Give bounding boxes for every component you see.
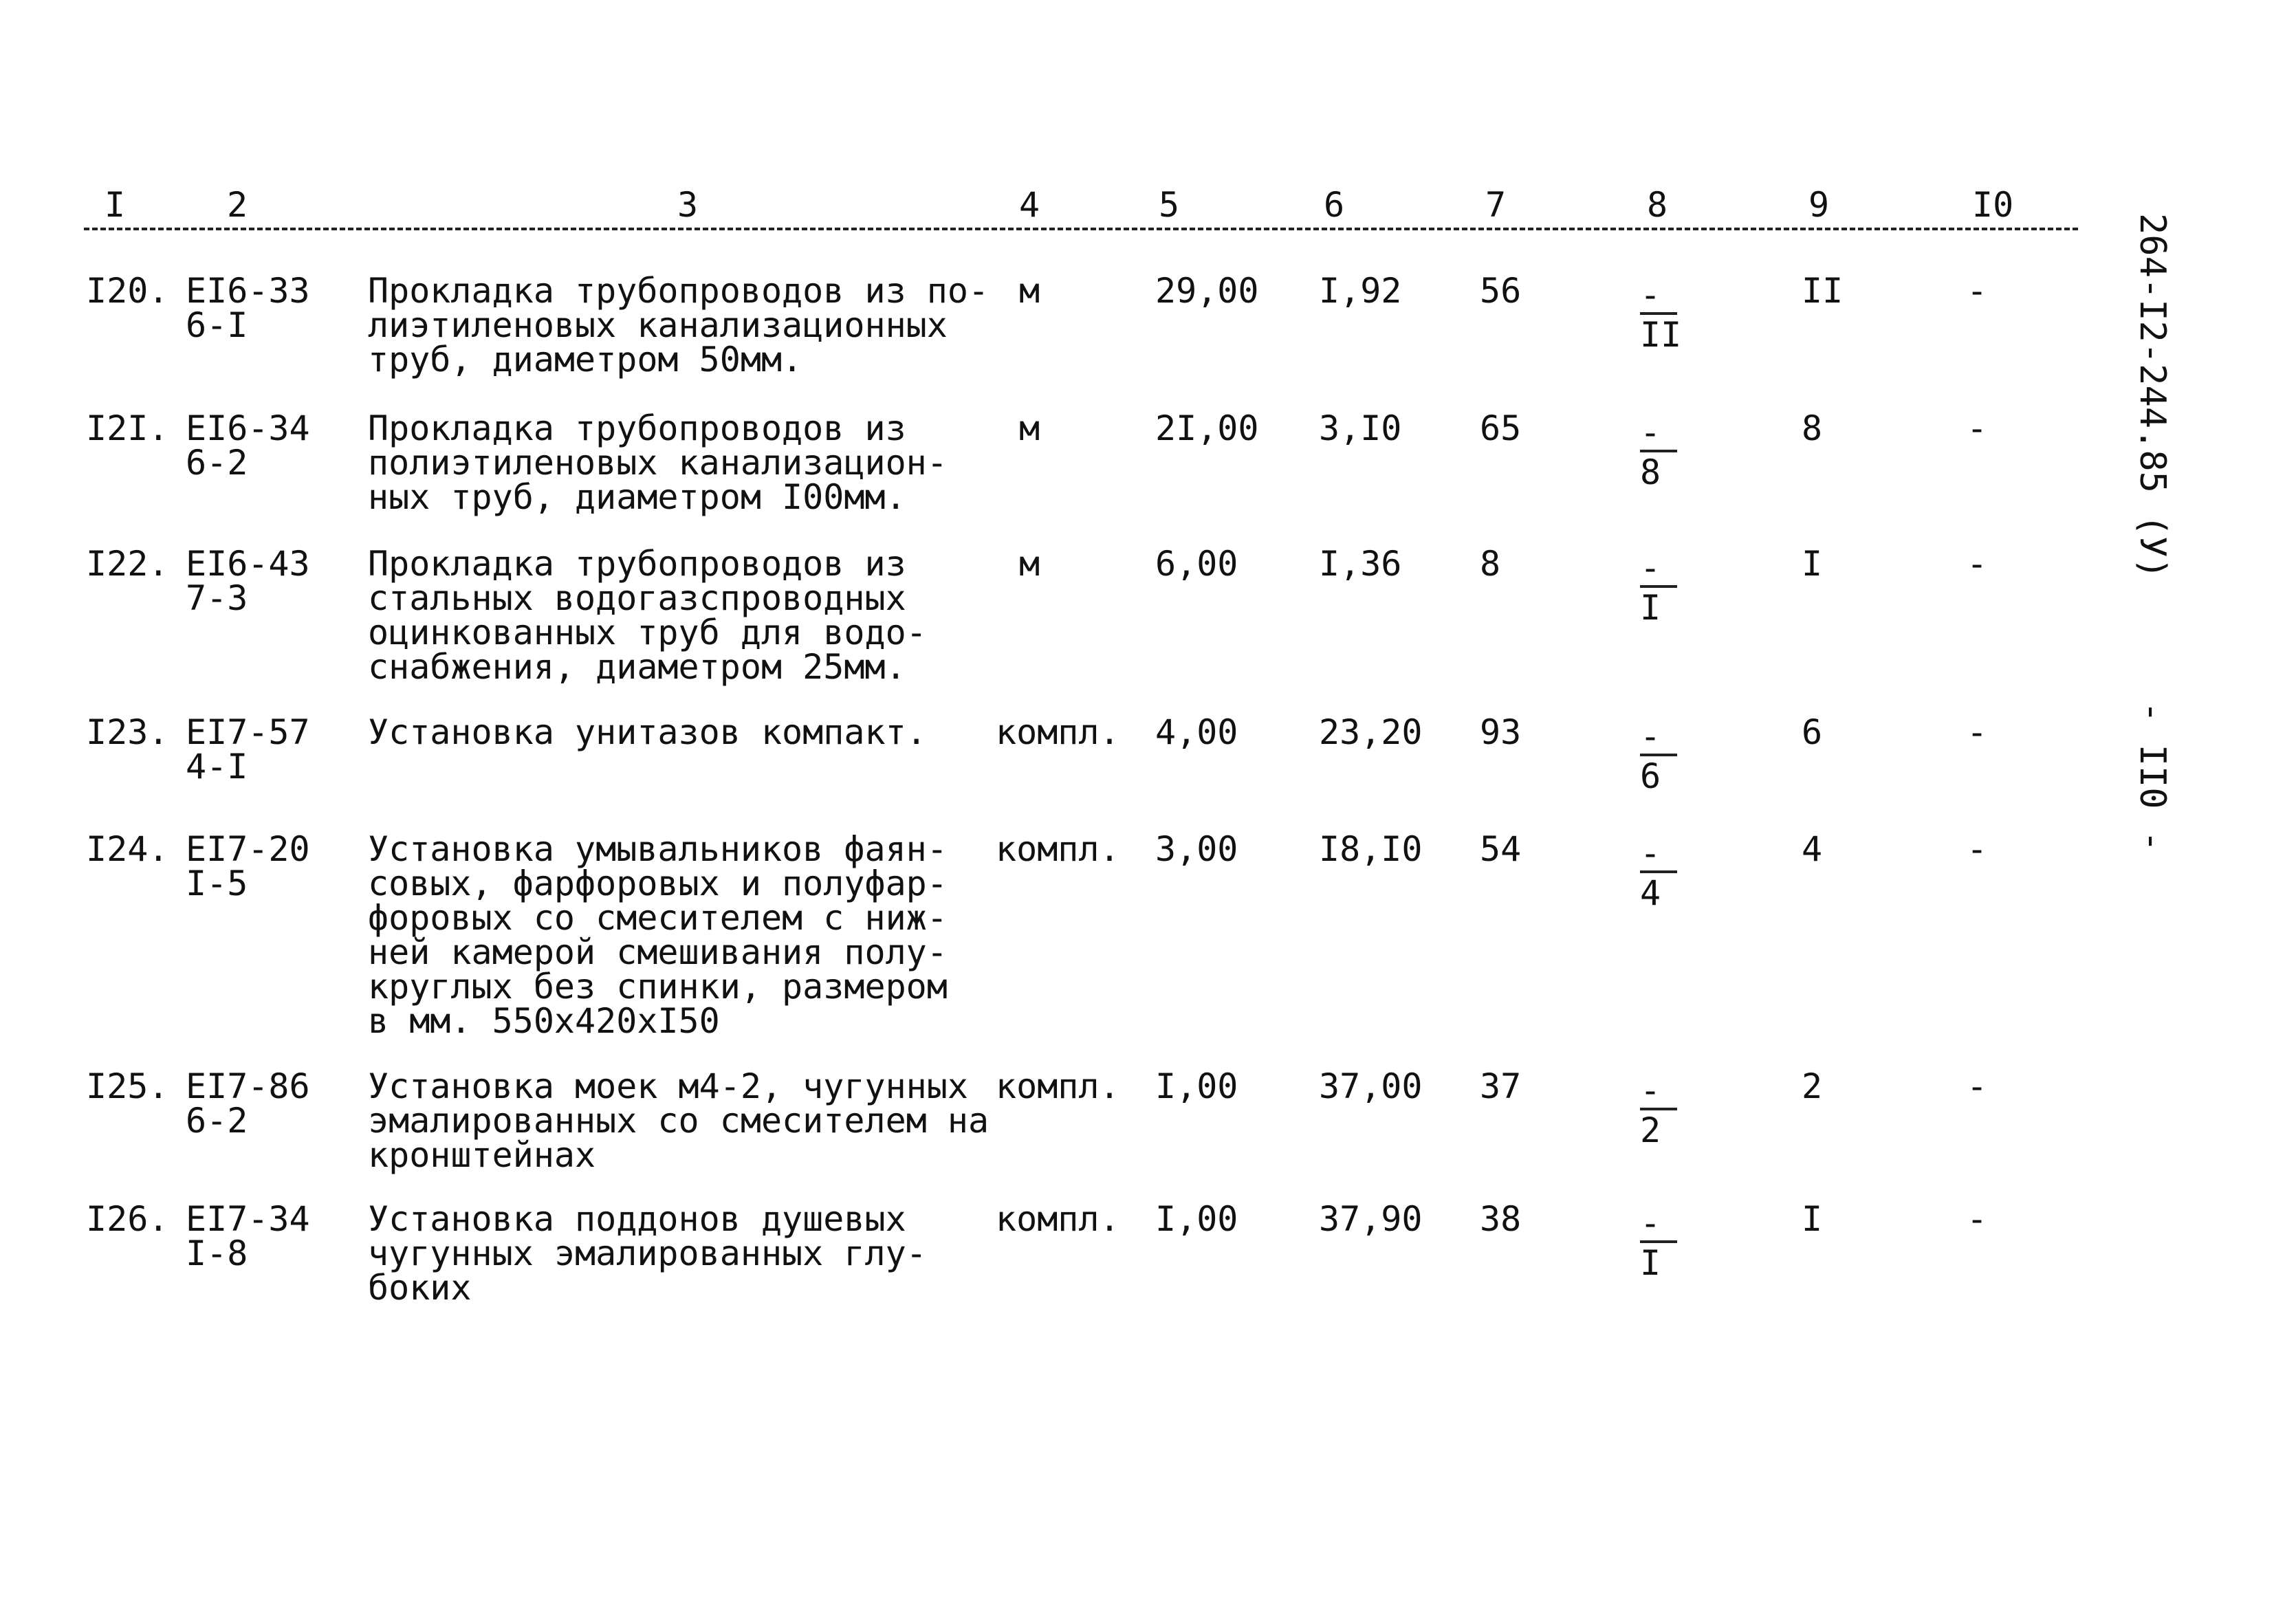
row-description: Установка моек м4-2, чугунных эмалированных со смесителем на кронштейнах (368, 1066, 990, 1175)
row-col10: - (1967, 829, 1988, 869)
row-col9: 8 (1802, 408, 1823, 448)
row-col6: I,36 (1319, 544, 1402, 584)
row-fraction: - I (1640, 555, 1688, 625)
row-code: EI7-20 I-5 (186, 829, 310, 903)
col-header-8: 8 (1647, 185, 1668, 225)
col-header-9: 9 (1808, 185, 1830, 225)
row-code: EI7-34 I-8 (186, 1199, 310, 1273)
row-col9: 2 (1802, 1066, 1823, 1106)
row-quantity: 29,00 (1155, 271, 1259, 311)
row-col7: 56 (1480, 271, 1522, 311)
row-col7: 37 (1480, 1066, 1522, 1106)
row-fraction: - I (1640, 1210, 1688, 1280)
document-code-label: 264-I2-244.85 (У) (2132, 213, 2173, 580)
row-unit: м (1019, 271, 1040, 311)
row-col7: 93 (1480, 712, 1522, 752)
row-code: EI7-57 4-I (186, 712, 310, 787)
row-col6: 37,00 (1319, 1066, 1423, 1106)
col-header-1: I (105, 185, 126, 225)
row-col9: II (1802, 271, 1844, 311)
row-col9: I (1802, 544, 1823, 584)
row-col6: I8,I0 (1319, 829, 1423, 869)
row-quantity: 6,00 (1155, 544, 1238, 584)
row-col7: 54 (1480, 829, 1522, 869)
row-code: EI6-33 6-I (186, 271, 310, 345)
row-description: Установка унитазов компакт. (368, 712, 927, 752)
row-description: Установка умывальников фаян- совых, фарфоровых и полуфар- форовых со смесителем с ниж- ней камерой смешивания полу- круглых без спинки, размером в мм. 550х420хI50 (368, 829, 948, 1041)
col-header-2: 2 (227, 185, 248, 225)
row-code: EI6-43 7-3 (186, 544, 310, 618)
row-fraction: - II (1640, 275, 1682, 355)
row-description: Прокладка трубопроводов из по- лиэтиленовых канализационных труб, диаметром 50мм. (368, 271, 990, 380)
table-header (0, 184, 2274, 226)
header-dashed-rule (84, 228, 2078, 230)
row-quantity: 4,00 (1155, 712, 1238, 752)
row-description: Установка поддонов душевых чугунных эмалированных глу- боких (368, 1199, 927, 1308)
col-header-5: 5 (1159, 185, 1180, 225)
row-number: I20. (86, 271, 169, 311)
row-col6: I,92 (1319, 271, 1402, 311)
row-unit: м (1019, 408, 1040, 448)
row-unit: компл. (996, 1066, 1120, 1106)
row-quantity: I,00 (1155, 1199, 1238, 1239)
col-header-6: 6 (1324, 185, 1345, 225)
row-description: Прокладка трубопроводов из полиэтиленовых канализацион- ных труб, диаметром I00мм. (368, 408, 948, 517)
row-col10: - (1967, 1199, 1988, 1239)
row-col6: 37,90 (1319, 1199, 1423, 1239)
row-fraction: - 2 (1640, 1077, 1688, 1148)
row-col10: - (1967, 408, 1988, 448)
row-number: I24. (86, 829, 169, 869)
col-header-7: 7 (1485, 185, 1507, 225)
row-fraction: - 8 (1640, 419, 1688, 490)
row-code: EI7-86 6-2 (186, 1066, 310, 1141)
row-col10: - (1967, 271, 1988, 311)
row-col10: - (1967, 712, 1988, 752)
row-col9: I (1802, 1199, 1823, 1239)
row-code: EI6-34 6-2 (186, 408, 310, 483)
page-number-label: - II0 - (2132, 701, 2173, 853)
row-col6: 3,I0 (1319, 408, 1402, 448)
row-col7: 38 (1480, 1199, 1522, 1239)
row-description: Прокладка трубопроводов из стальных водогазспроводных оцинкованных труб для водо- снабжения, диаметром 25мм. (368, 544, 927, 687)
row-col6: 23,20 (1319, 712, 1423, 752)
row-quantity: 3,00 (1155, 829, 1238, 869)
col-header-4: 4 (1019, 185, 1040, 225)
row-col10: - (1967, 544, 1988, 584)
row-unit: м (1019, 544, 1040, 584)
row-quantity: I,00 (1155, 1066, 1238, 1106)
row-number: I22. (86, 544, 169, 584)
col-header-10: I0 (1972, 185, 2014, 225)
col-header-3: 3 (677, 185, 699, 225)
row-fraction: - 4 (1640, 840, 1688, 910)
row-number: I26. (86, 1199, 169, 1239)
row-quantity: 2I,00 (1155, 408, 1259, 448)
row-col7: 8 (1480, 544, 1501, 584)
row-unit: компл. (996, 712, 1120, 752)
row-col9: 4 (1802, 829, 1823, 869)
row-unit: компл. (996, 1199, 1120, 1239)
row-col7: 65 (1480, 408, 1522, 448)
row-fraction: - 6 (1640, 723, 1688, 793)
row-number: I2I. (86, 408, 169, 448)
row-col10: - (1967, 1066, 1988, 1106)
row-col9: 6 (1802, 712, 1823, 752)
row-number: I25. (86, 1066, 169, 1106)
row-number: I23. (86, 712, 169, 752)
row-unit: компл. (996, 829, 1120, 869)
